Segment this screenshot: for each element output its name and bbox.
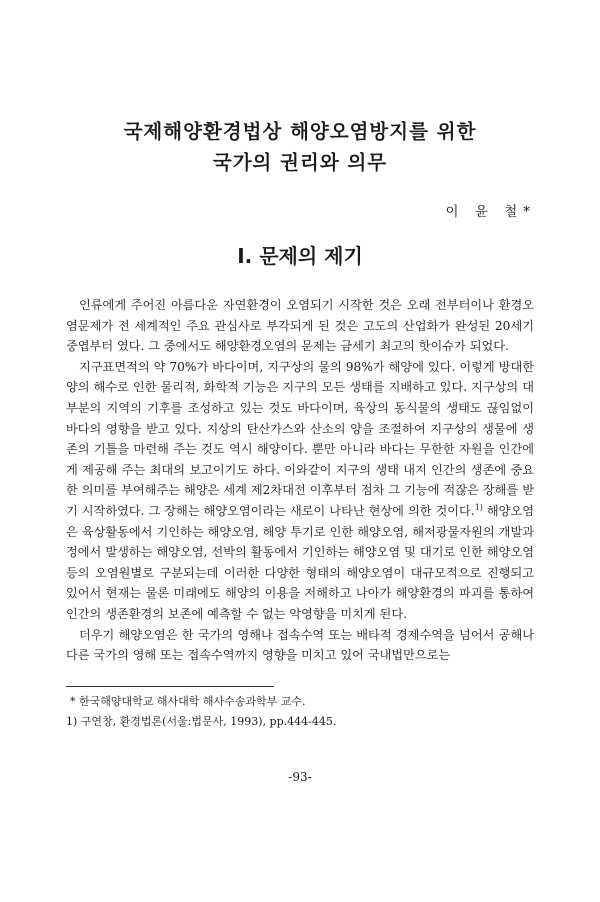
footnote-ref-1: 1) xyxy=(474,502,483,512)
paragraph-1: 인류에게 주어진 아름다운 자연환경이 오염되기 시작한 것은 오래 전부터이나 환경오염문제가 전 세계적인 주요 관심사로 부각되게 된 것은 고도의 산업화가 완성된 20세기 중엽부터 였다. 그 중에서도 해양환경오염의 문제는 금세기 최고의 핫이슈가 되었다. xyxy=(66,298,534,354)
author-name: 이 윤 철* xyxy=(445,204,536,220)
paper-title xyxy=(0,116,600,178)
paragraph-2-part-b: 해양오염은 육상활동에서 기인하는 해양오염, 해양 투기로 인한 해양오염, 해저광물자원의 개발과정에서 발생하는 해양오염, 선박의 활동에서 기인하는 해양오염 및 대기로 인한 해양오염등의 오염원별로 구분되는데 이러한 다양한 형태의 해양오염이 대규모적으로 진행되고 있어서 현재는 물론 미래에도 해양의 이용을 저해하고 나아가 해양환경의 파괴를 통하여 인간의 생존환경의 보존에 예측할 수 없는 악영향을 미치게 된다. xyxy=(66,503,534,621)
footnote-1: 1) 구연창, 환경법론(서울:법문사, 1993), pp.444-445. xyxy=(66,715,337,728)
paragraph-2 xyxy=(66,357,534,625)
body-text xyxy=(66,295,534,666)
footnote-author: * 한국해양대학교 해사대학 해사수송과학부 교수. xyxy=(70,695,306,708)
footnote-divider xyxy=(66,686,274,687)
footnotes xyxy=(66,692,534,732)
title-line-1: 국제해양환경법상 해양오염방지를 위한 xyxy=(123,120,477,143)
section-heading: Ⅰ. 문제의 제기 xyxy=(237,244,363,268)
paragraph-2-part-a: 지구표면적의 약 70%가 바다이며, 지구상의 물의 98%가 해양에 있다. 이렇게 방대한 양의 해수로 인한 물리적, 화학적 기능은 지구의 모든 생태를 지배하고 있다. 지구상의 대부분의 지역의 기후를 조성하고 있는 것도 바다이며, 육상의 동식물의 생태도 끊임없이 바다의 영향을 받고 있다. 지상의 탄산가스와 산소의 양을 조절하여 지구상의 생물에 생존의 기틀을 마련해 주는 것도 역시 해양이다. 뿐만 아니라 바다는 무한한 자원을 인간에게 제공해 주는 최대의 보고이기도 하다. 이와같이 지구의 생태 내지 인간의 생존에 중요한 의미를 부여해주는 해양은 세계 제2차대전 이후부터 점차 그 기능에 적잖은 장해를 받기 시작하였다. 그 장해는 해양오염이라는 새로이 나타난 현상에 의한 것이다. xyxy=(66,359,534,518)
title-line-2: 국가의 권리와 의무 xyxy=(212,151,388,174)
page-number: -93- xyxy=(288,770,312,784)
paragraph-3: 더우기 해양오염은 한 국가의 영해나 접속수역 또는 배타적 경제수역을 넘어서 공해나 다른 국가의 영해 또는 접속수역까지 영향을 미치고 있어 국내법만으로는 xyxy=(66,627,534,663)
